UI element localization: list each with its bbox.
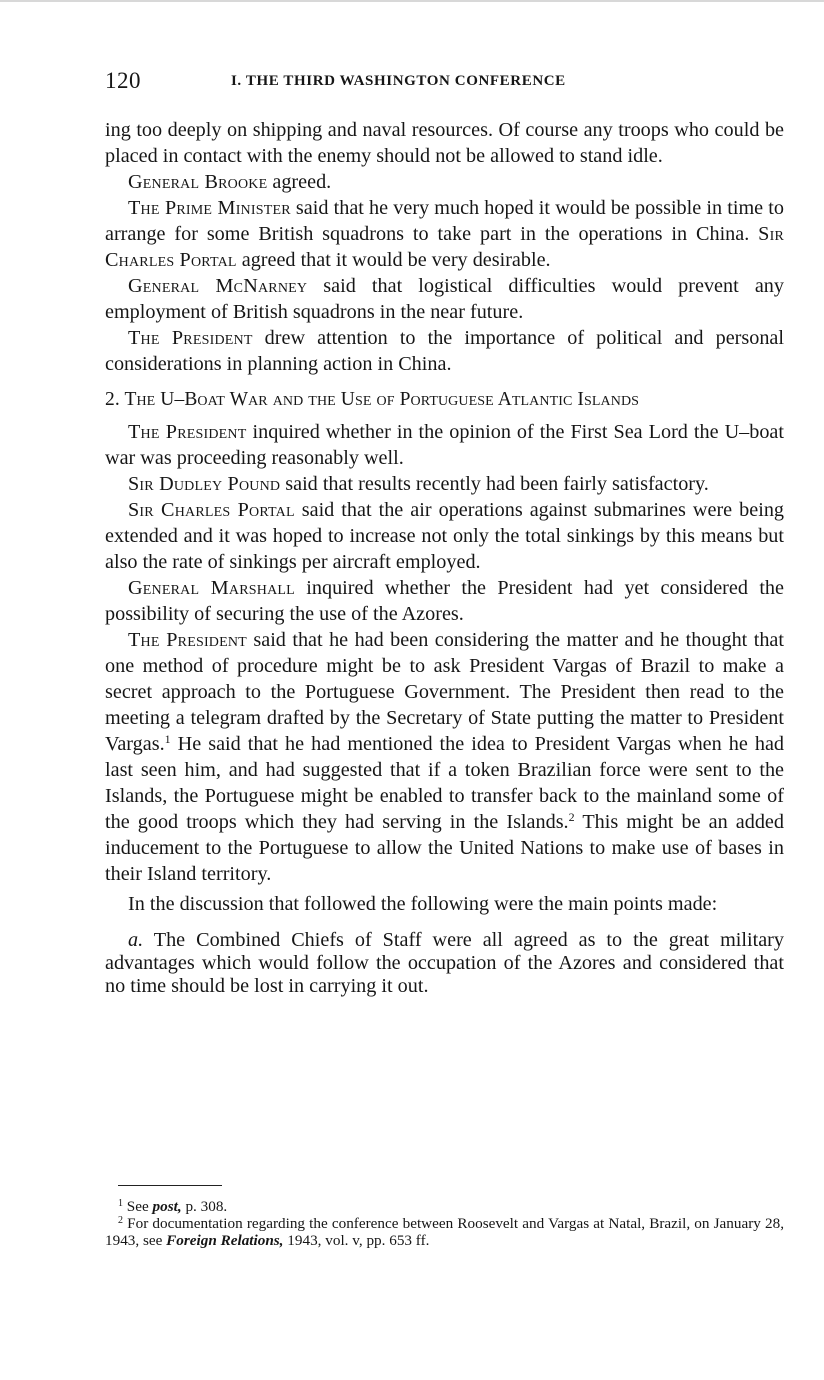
paragraph-text: inquired whether the President had yet considered the possibility of securing the use of the Azores. <box>105 577 784 625</box>
paragraph-text: ing too deeply on shipping and naval resources. Of course any troops who could be placed in contact with the enemy should not be allowed to stand idle. <box>105 119 784 167</box>
paragraph-marshall <box>105 575 784 627</box>
paragraph-text: He said that he had mentioned the idea to President Vargas when he had last seen him, and had suggested that if a token Brazilian force were sent to the Islands, the Portuguese might be enabled to transfer back to the mainland some of the good troops which they had serving in the Islands. <box>105 733 784 833</box>
footnote-rule <box>118 1185 222 1186</box>
paragraph-text: This might be an added inducement to the Portuguese to allow the United Nations to make use of bases in their Island territory. <box>105 811 784 885</box>
speaker-name: The Prime Minister <box>128 197 291 219</box>
footnote-text: For documentation regarding the conference between Roosevelt and Vargas at Natal, Brazil, on January 28, 1943, see <box>105 1215 784 1249</box>
paragraph-text: said that the air operations against submarines were being extended and it was hoped to increase not only the total sinkings by this means but also the rate of sinkings per aircraft employed. <box>105 499 785 573</box>
section-heading: 2. The U–Boat War and the Use of Portuguese Atlantic Islands <box>105 389 640 410</box>
footnote-text: 1943, vol. v, pp. 653 ff. <box>283 1232 430 1249</box>
paragraph-text: drew attention to the importance of political and personal considerations in planning action in China. <box>105 327 785 375</box>
paragraph-brooke <box>105 169 784 195</box>
footnote-ref-1[interactable]: 1 <box>164 732 171 746</box>
paragraph-president-uboat <box>105 419 784 471</box>
paragraph-president-vargas <box>105 627 784 887</box>
paragraph-text: agreed that it would be very desirable. <box>236 249 551 271</box>
paragraph-portal <box>105 497 784 575</box>
footnote-mark: 1 <box>118 1198 123 1209</box>
speaker-name: General Marshall <box>128 577 295 599</box>
footnote-text: See <box>123 1198 153 1215</box>
footnote-mark: 2 <box>118 1215 123 1226</box>
paragraph-continuation <box>105 117 784 169</box>
paragraph-text: said that logistical difficulties would prevent any employment of British squadrons in the near future. <box>105 275 784 323</box>
speaker-name: Sir Dudley Pound <box>128 473 281 495</box>
paragraph-prime-minister <box>105 195 784 273</box>
paragraph-discussion <box>105 891 784 917</box>
paragraph-president-china <box>105 325 784 377</box>
paragraph-text: The Combined Chiefs of Staff were all agreed as to the great military advantages which would follow the occupation of the Azores and considered that no time should be lost in carrying it out. <box>105 929 784 997</box>
speaker-name: General McNarney <box>128 275 308 297</box>
paragraph-mcnarney <box>105 273 784 325</box>
speaker-name: The President <box>128 629 247 651</box>
paragraph-text: said that results recently had been fairly satisfactory. <box>280 473 709 495</box>
speaker-name: The President <box>128 327 253 349</box>
paragraph-pound <box>105 471 784 497</box>
point-marker: a. <box>128 929 144 951</box>
paragraph-text: agreed. <box>267 171 332 193</box>
running-title: I. THE THIRD WASHINGTON CONFERENCE <box>231 73 566 89</box>
paragraph-text: In the discussion that followed the following were the main points made: <box>128 893 718 915</box>
paragraph-text: said that he had been considering the matter and he thought that one method of procedure might be to ask President Vargas of Brazil to make a secret approach to the Portuguese Government. The President then read to the meeting a telegram drafted by the Secretary of State putting the matter to President Vargas. <box>105 629 785 755</box>
speaker-name: General Brooke <box>128 171 268 193</box>
footnotes <box>105 1185 784 1249</box>
footnote-text: p. 308. <box>181 1198 228 1215</box>
paragraph-text: inquired whether in the opinion of the First Sea Lord the U–boat war was proceeding reasonably well. <box>105 421 785 469</box>
footnote-1 <box>105 1198 784 1215</box>
top-edge-rule <box>0 0 824 2</box>
page-number: 120 <box>105 68 141 93</box>
footnote-italic: Foreign Relations, <box>166 1232 284 1249</box>
footnote-ref-2[interactable]: 2 <box>568 810 575 824</box>
point-a <box>105 929 784 998</box>
speaker-name: The President <box>128 421 247 443</box>
paragraph-text: said that he very much hoped it would be possible in time to arrange for some British squadrons to take part in the operations in China. <box>105 197 784 245</box>
speaker-name: Sir Charles Portal <box>105 223 784 271</box>
running-head <box>105 68 784 98</box>
footnote-2 <box>105 1215 784 1249</box>
speaker-name: Sir Charles Portal <box>128 499 295 521</box>
footnote-italic: post, <box>152 1198 182 1215</box>
body-text <box>105 117 784 998</box>
